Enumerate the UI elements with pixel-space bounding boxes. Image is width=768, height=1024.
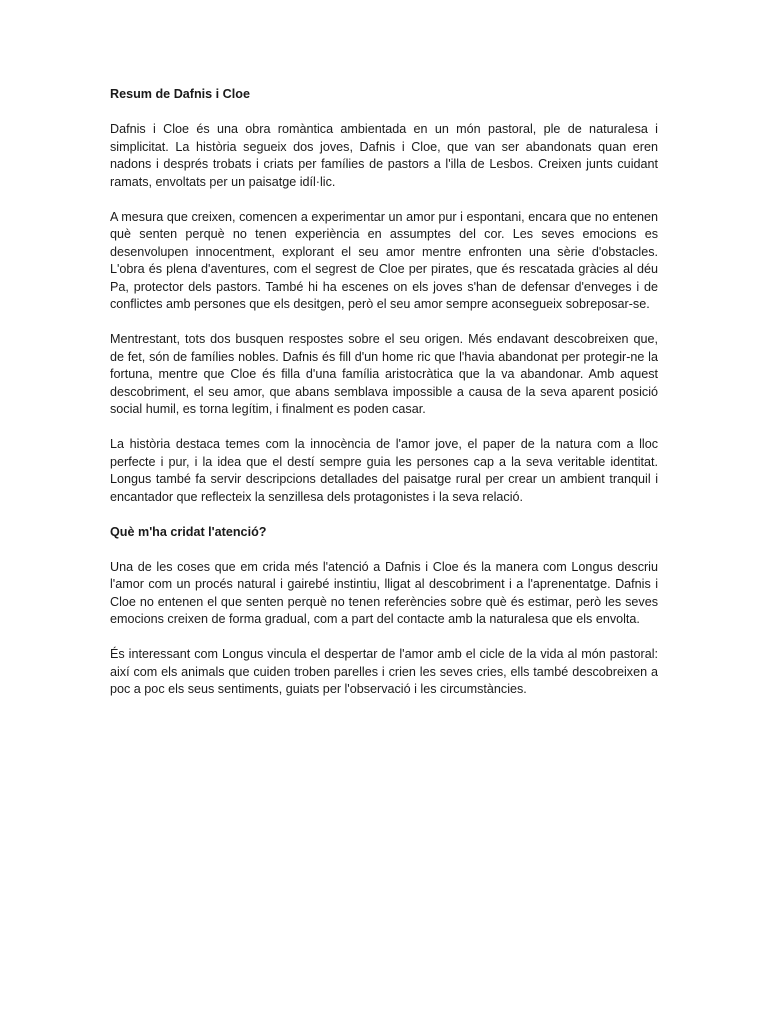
reflection-paragraph-1: Una de les coses que em crida més l'atenció a Dafnis i Cloe és la manera com Longus descriu l'amor com un procés natural i gairebé instintiu, lligat al descobriment i a l'aprenentatge. Dafnis i Cloe no entenen el que senten perquè no tenen referències sobre què és estimar, però les seves emocions creixen de forma gradual, com a part del contacte amb la naturalesa que els envolta.: [110, 559, 658, 626]
summary-paragraph-1: Dafnis i Cloe és una obra romàntica ambientada en un món pastoral, ple de naturalesa i simplicitat. La història segueix dos joves, Dafnis i Cloe, que van ser abandonats quan eren nadons i després trobats i criats per famílies de pastors a l'illa de Lesbos. Creixen junts cuidant ramats, envoltats per un paisatge idíl·lic.: [110, 122, 658, 189]
document-title: Resum de Dafnis i Cloe: [110, 87, 250, 101]
document-page: [110, 86, 658, 716]
section-heading: Què m'ha cridat l'atenció?: [110, 524, 267, 539]
summary-paragraph-4: La història destaca temes com la innocència de l'amor jove, el paper de la natura com a lloc perfecte i pur, i la idea que el destí sempre guia les persones cap a la seva veritable identitat. Longus també fa servir descripcions detallades del paisatge rural per crear un ambient tranquil i encantador que reflecteix la senzillesa dels protagonistes i la seva relació.: [110, 437, 658, 504]
summary-paragraph-3: Mentrestant, tots dos busquen respostes sobre el seu origen. Més endavant descobreixen que, de fet, són de famílies nobles. Dafnis és fill d'un home ric que l'havia abandonat per protegir-ne la fortuna, mentre que Cloe és filla d'una família aristocràtica que la va abandonar. Amb aquest descobriment, el seu amor, que abans semblava impossible a causa de la seva aparent posició social humil, es torna legítim, i finalment es poden casar.: [110, 332, 658, 416]
summary-paragraph-2: A mesura que creixen, comencen a experimentar un amor pur i espontani, encara que no entenen què senten perquè no tenen experiència en assumptes del cor. Les seves emocions es desenvolupen innocentment, explorant el seu amor mentre enfronten una sèrie d'obstacles. L'obra és plena d'aventures, com el segrest de Cloe per pirates, que és rescatada gràcies al déu Pa, protector dels pastors. També hi ha escenes on els joves s'han de defensar d'enveges i de conflictes amb persones que els desitgen, però el seu amor sempre aconsegueix sobreposar-se.: [110, 209, 658, 311]
reflection-paragraph-2: És interessant com Longus vincula el despertar de l'amor amb el cicle de la vida al món pastoral: així com els animals que cuiden troben parelles i crien les seves cries, ells també descobreixen a poc a poc els seus sentiments, guiats per l'observació i les circumstàncies.: [110, 647, 658, 696]
